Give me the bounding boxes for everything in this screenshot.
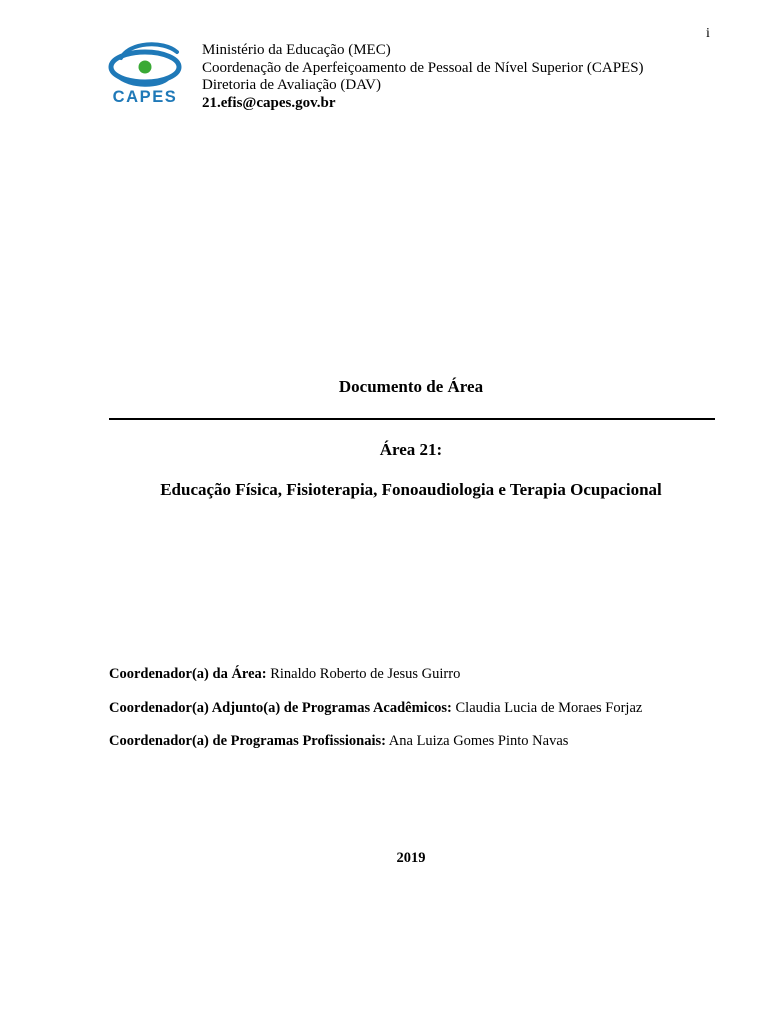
document-title: Documento de Área [338,377,484,396]
contact-email: 21.efis@capes.gov.br [202,94,336,111]
document-year: 2019 [396,850,426,866]
academic-coordinator-label: Coordenador(a) Adjunto(a) de Programas Acadêmicos: [109,700,452,716]
capes-logo-text: CAPES [112,88,178,106]
capes-logo [107,40,183,110]
area-coordinator-label: Coordenador(a) da Área: [109,666,267,682]
capes-line: Coordenação de Aperfeiçoamento de Pessoal de Nível Superior (CAPES) [202,59,644,76]
directorate-line: Diretoria de Avaliação (DAV) [202,77,381,93]
academic-coordinator-name: Claudia Lucia de Moraes Forjaz [455,700,643,716]
title-divider [109,418,715,420]
institution-header [202,42,644,112]
area-coordinator-name: Rinaldo Roberto de Jesus Guirro [270,666,461,682]
page-number: i [706,26,710,41]
professional-coordinator-name: Ana Luiza Gomes Pinto Navas [388,733,569,749]
professional-coordinator [109,733,568,750]
area-number: Área 21: [379,440,443,459]
capes-emblem-icon [107,40,183,90]
ministry-line: Ministério da Educação (MEC) [202,42,391,58]
area-coordinator [109,666,460,683]
academic-coordinator [109,700,642,717]
area-name: Educação Física, Fisioterapia, Fonoaudiologia e Terapia Ocupacional [160,480,662,499]
professional-coordinator-label: Coordenador(a) de Programas Profissionais: [109,733,386,749]
